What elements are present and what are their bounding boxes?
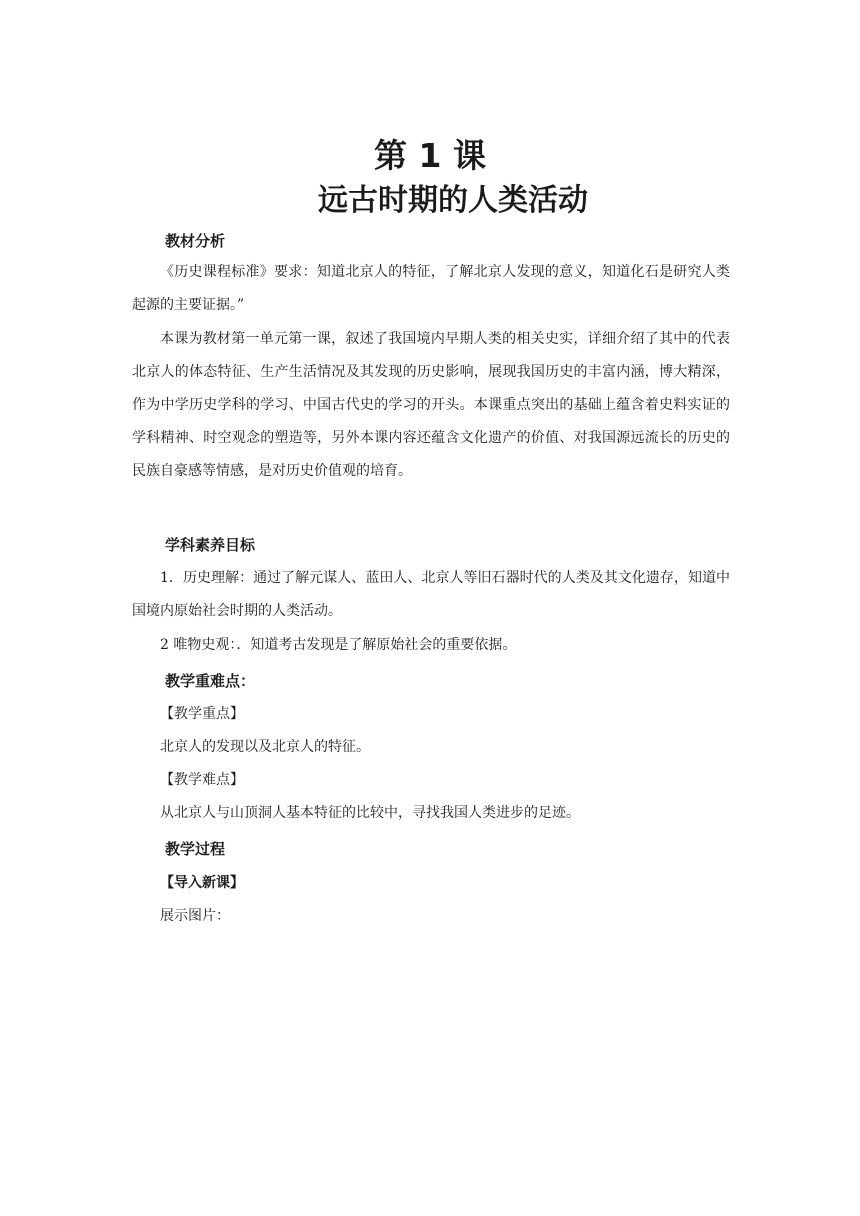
- text-difficult-point: 从北京人与山顶洞人基本特征的比较中，寻找我国人类进步的足迹。: [160, 805, 580, 821]
- lesson-title: 远古时期的人类活动: [318, 183, 588, 218]
- text-show-pictures: 展示图片：: [160, 908, 230, 924]
- heading-teaching-process: 教学过程: [165, 840, 226, 858]
- label-key-point: 【教学重点】: [160, 706, 244, 722]
- heading-key-points: 教学重难点：: [165, 672, 256, 690]
- heading-textbook-analysis: 教材分析: [165, 232, 226, 250]
- lesson-number: 第 1 课: [374, 136, 486, 175]
- paragraph-lesson-overview: 本课为教材第一单元第一课，叙述了我国境内早期人类的相关史实，详细介绍了其中的代表北京人的体态特征、生产生活情况及其发现的历史影响，展现我国历史的丰富内涵，博大精深，作为中学历史学科的学习、中国古代史的学习的开头。本课重点突出的基础上蕴含着史料实证的学科精神、时空观念的塑造等，另外本课内容还蕴含文化遗产的价值、对我国源远流长的历史的民族自豪感等情感，是对历史价值观的培育。: [132, 331, 730, 479]
- goal-historical-understanding: 1．历史理解：通过了解元谋人、蓝田人、北京人等旧石器时代的人类及其文化遗存，知道中国境内原始社会时期的人类活动。: [132, 570, 730, 619]
- text-key-point: 北京人的发现以及北京人的特征。: [160, 739, 370, 755]
- paragraph-curriculum-standard: 《历史课程标准》要求：知道北京人的特征，了解北京人发现的意义，知道化石是研究人类起源的主要证据。”: [132, 264, 730, 313]
- label-intro-lesson: 【导入新课】: [160, 875, 244, 891]
- goal-historical-materialism: 2 唯物史观：．知道考古发现是了解原始社会的重要依据。: [160, 637, 517, 653]
- label-difficult-point: 【教学难点】: [160, 772, 244, 788]
- heading-literacy-goals: 学科素养目标: [165, 536, 256, 554]
